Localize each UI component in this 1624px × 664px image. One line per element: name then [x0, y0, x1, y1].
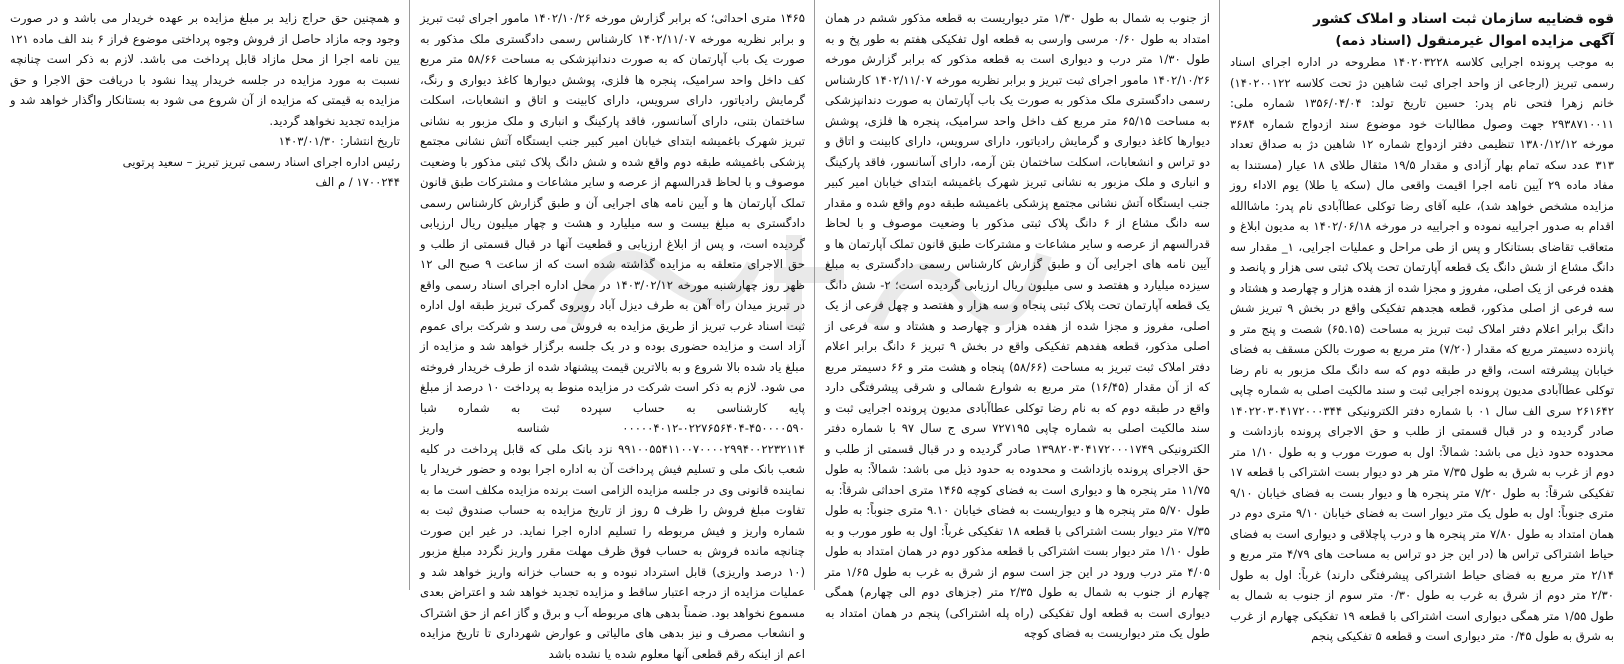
column-4-text: و همچنین حق حراج زاید بر مبلغ مزایده بر عهده خریدار می باشد و در صورت وجود وجه مازاد حاصل از فروش وجوه پرداختی موضوع فراز ۶ بند الف ماده ۱۲۱ یین نامه اجرا از محل مازاد قابل پرداخت می باشد. لازم به ذکر است چنانچه نسبت به مورد مزایده در جلسه خریدار پیدا نشود با دریافت حق الاجرا و حق مزایده به قیمتی که مزایده از آن شروع می شود به بستانکار واگذار خواهد شد و مزایده تجدید نخواهد گردید.	[10, 11, 400, 128]
column-2	[815, 0, 1220, 640]
column-1-text: به موجب پرونده اجرایی کلاسه ۱۴۰۲۰۳۲۲۸ مطروحه در اداره اجرای اسناد رسمی تبریز (ارجاعی از واحد اجرای ثبت شاهین دژ تحت کلاسه ۱۴۰۲۰۰۱۲۲) خانم زهرا فتحی نام پدر: حسین تاریخ تولد: ۱۳۵۶/۰۴/۰۴ شماره ملی: ۲۹۳۸۷۱۰۰۱۱ جهت وصول مطالبات خود موضوع سند ازدواج شماره ۳۶۸۴ مورخه ۱۳۸۰/۱۲/۱۲ تنظیمی دفتر ازدواج شماره ۱۲ شاهین دژ به صداق تعداد ۳۱۳ عدد سکه تمام بهار آزادی و مقدار ۱۹/۵ مثقال طلای ۱۸ عیار (مستندا به مفاد ماده ۲۹ آیین نامه اجرا اقیمت واقعی مال (سکه یا طلا) یوم الاداء روز مزایده مشخص خواهد شد)، علیه آقای رضا توکلی عطاآبادی نام پدر: ماشاالله اقدام به صدور اجراییه نموده و اجراییه در مورخه ۱۴۰۲/۰۶/۱۸ به مدیون ابلاغ و متعاقب تقاضای بستانکار و پس از طی مراحل و عملیات اجرایی، ۱_ مقدار سه دانگ مشاع از شش دانگ یک قطعه آپارتمان تحت پلاک ثبتی سی هزار و پانصد و هفده فرعی از یک اصلی، مفروز و مجزا شده از هفده هزار و چهارصد و هشتاد و سه فرعی از اصلی مذکور، قطعه هجدهم تفکیکی واقع در بخش ۹ تبریز شش دانگ برابر اعلام دفتر املاک ثبت تبریز به مساحت (۶۵.۱۵) شصت و پنج متر و پانزده دسیمتر مربع که مقدار (۷/۲۰) متر مربع به صورت بالکن مسقف به فضای خیابان پیشرفته است، واقع در طبقه دوم که سه دانگ ملک مزبور به نام رضا توکلی عطاآبادی مدیون پرونده اجرایی ثبت و سند مالکیت اصلی به شماره چاپی ۲۶۱۶۴۲ سری الف سال ۰۱ با شماره دفتر الکترونیکی ۱۴۰۲۲۰۳۰۴۱۷۲۰۰۰۳۴۴ صادر گردیده و در قبال قسمتی از طلب و حق الاجرای پرونده بازداشت و محدوده حدود ذیل می باشد: شمالاً: اول به صورت مورب و به طول ۱/۱۰ متر دوم از غرب به شرق به طول ۷/۳۵ متر هر دو دیوار بست اشتراکی با قطعه ۱۷ تفکیکی شرقاً: به طول ۷/۲۰ متر پنجره ها و دیوار بست به فضای خیابان ۹/۱۰ متری جنوباً: اول به طول یک متر دیوار است به فضای خیابان ۹/۱۰ متری دوم در همان امتداد به طول ۷/۸۰ متر پنجره ها و درب پاچلاقی و دیواری است به فضای حیاط اشتراکی تراس ها (در این جز دو تراس به مساحت های ۴/۷۹ متر مربع و ۲/۱۴ متر مربع به فضای حیاط اشتراکی پیشرفتگی دارند) غرباً: اول به طول ۲/۳۰ متر دوم از شرق به غرب به طول ۰/۳۰ متر سوم از جنوب به شمال به طول ۱/۵۵ متر همگی دیواری است اشتراکی با قطعه ۱۹ تفکیکی چهارم از غرب به شرق به طول ۰/۴۵ متر دیواری است و قطعه ۵ تفکیکی پنجم	[1230, 55, 1615, 643]
notice-title-line-2: آگهی مزایده اموال غیرمنقول (اسناد ذمه)	[1335, 33, 1614, 49]
column-2-text: از جنوب به شمال به طول ۱/۳۰ متر دیواریست به قطعه مذکور ششم در همان امتداد به طول ۰/۶۰ مرسی وارسی به قطعه اول تفکیکی هفتم به طور پخ و به طول ۱/۳۰ متر درب و دیواری است به قطعه مذکور که برابر گزارش مورخه ۱۴۰۲/۱۰/۲۶ مامور اجرای ثبت تبریز و برابر نظریه مورخه ۱۴۰۲/۱۱/۰۷ کارشناس رسمی دادگستری ملک مذکور به صورت یک باب آپارتمان به صورت دندانپزشکی به مساحت ۶۵/۱۵ متر مربع کف داخل واحد سرامیک، پنجره ها فلزی، پوشش دیوارها کاغذ دیواری و گرمایش رادیاتور، دارای سرویس، دارای کابینت و اتاق و دو تراس و انشعابات، اسکلت ساختمان بتن آرمه، دارای آسانسور، فاقد پارکینگ و انباری و ملک مزبور به نشانی تبریز شهرک باغمیشه ابتدای خیابان امیر کبیر جنب ایستگاه آتش نشانی مجتمع پزشکی باغمیشه طبقه دوم واقع شده و مقدار سه دانگ مشاع از ۶ دانگ پلاک ثبتی مذکور با وضعیت موصوف و با لحاظ قدرالسهم از عرصه و سایر مشاعات و مشترکات طبق قانون تملک آپارتمان ها و آیین نامه های اجرایی آن و طبق گزارش کارشناس رسمی دادگستری به مبلغ سیزده میلیارد و هفتصد و سی میلیون ریال ارزیابی گردیده است؛ ۲- شش دانگ یک قطعه آپارتمان تحت پلاک ثبتی پنجاه و سه هزار و هفتصد و چهل فرعی از یک اصلی، مفروز و مجزا شده از هفده هزار و چهارصد و هشتاد و سه فرعی از اصلی مذکور، قطعه هفدهم تفکیکی واقع در بخش ۹ تبریز ۶ دانگ برابر اعلام دفتر املاک ثبت تبریز به مساحت (۵۸/۶۶) پنجاه و هشت متر و ۶۶ دسیمتر مربع که از آن مقدار (۱۶/۴۵) متر مربع به شوارع شمالی و شرقی پیشرفتگی دارد واقع در طبقه دوم که به نام رضا توکلی عطاآبادی مدیون پرونده اجرایی ثبت و سند مالکیت اصلی به شماره چاپی ۷۲۷۱۹۵ سری ج سال ۹۷ با شماره دفتر الکترونیکی ۱۳۹۸۲۰۳۰۴۱۷۲۰۰۰۱۷۴۹ صادر گردیده و در قبال قسمتی از طلب و حق الاجرای پرونده بازداشت و محدوده به حدود ذیل می باشد: شمالاً: به طول ۱۱/۷۵ متر پنجره ها و دیواری است به فضای کوچه ۱۴۶۵ متری احداثی شرقاً: به طول ۵/۷۰ متر پنجره ها و دیواریست به فضای خیابان ۹.۱۰ متری جنوباً: به طول ۷/۳۵ متر دیوار بست اشتراکی با قطعه ۱۸ تفکیکی غرباً: اول به طور مورب و به طول ۱/۱۰ متر دیوار بست اشتراکی با قطعه مذکور دوم در همان امتداد به طول ۴/۰۵ متر درب ورود در این جز است سوم از شرق به غرب به طول ۱/۶۵ متر چهارم از جنوب به شمال به طول ۲/۳۵ متر (جزهای دوم الی چهارم) همگی دیواری است به قطعه اول تفکیکی (راه پله اشتراکی) پنجم در همان امتداد به طول یک متر دیواریست به فضای کوچه	[825, 11, 1211, 640]
column-4	[0, 0, 410, 590]
column-3	[410, 0, 815, 661]
notice-code: ۱۷۰۰۲۴۴ / م الف	[315, 175, 400, 189]
publish-date: تاریخ انتشار: ۱۴۰۳/۰۱/۳۰	[278, 134, 400, 148]
column-1	[1220, 0, 1624, 643]
signatory: رئیس اداره اجرای اسناد رسمی تبریز تبریز – سعید پرتویی	[122, 154, 400, 169]
notice-title-line-1: قوه قضاییه سازمان ثبت اسناد و املاک کشور	[1313, 11, 1614, 27]
column-3-text: ۱۴۶۵ متری احداثی؛ که برابر گزارش مورخه ۱۴۰۲/۱۰/۲۶ مامور اجرای ثبت تبریز و برابر نظریه مورخه ۱۴۰۲/۱۱/۰۷ کارشناس رسمی دادگستری ملک مذکور به صورت یک باب آپارتمان که به صورت دندانپزشکی به مساحت ۵۸/۶۶ متر مربع کف داخل واحد سرامیک، پنجره ها فلزی، پوشش دیوارها کاغذ دیواری و رنگ، گرمایش رادیاتور، دارای سرویس، دارای کابینت و اتاق و انشعابات، اسکلت ساختمان بتنی، دارای آسانسور، فاقد پارکینگ و انباری و ملک مزبور به نشانی تبریز شهرک باغمیشه ابتدای خیابان امیر کبیر جنب ایستگاه آتش نشانی مجتمع پزشکی باغمیشه طبقه دوم واقع شده و شش دانگ پلاک ثبتی مذکور با وضعیت موصوف و با لحاظ قدرالسهم از عرصه و سایر مشاعات و مشترکات طبق قانون تملک آپارتمان ها و آیین نامه های اجرایی آن و طبق گزارش کارشناس رسمی دادگستری به مبلغ بیست و سه میلیارد و هشت و چهار میلیون ریال ارزیابی گردیده است، و پس از ابلاغ ارزیابی و قطعیت آنها در قبال قسمتی از طلب و حق الاجرای متعلقه به مزایده گذاشته شده است که از ساعت ۹ صبح الی ۱۲ ظهر روز چهارشنبه مورخه ۱۴۰۳/۰۲/۱۲ در محل اداره اجرای اسناد رسمی واقع در تبریز میدان راه آهن به طرف دیزل آباد روبروی گمرک تبریز طبقه اول اداره ثبت اسناد غرب تبریز از طریق مزایده به فروش می رسد و شرکت برای عموم آزاد است و مزایده حضوری بوده و در یک جلسه برگزار خواهد شد و مزایده از مبلغ یاد شده بالا شروع و به بالاترین قیمت پیشنهاد شده از طرف خریدار فروخته می شود. لازم به ذکر است شرکت در مزایده منوط به پرداخت ۱۰ درصد از مبلغ پایه کارشناسی به حساب سپرده ثبت به شماره شبا ۴۵۰۰۰۰۵۹۰-۰۲۲۷۶۵۶۴۰۴-۰۰۰۰۰۴۰۱۲ شناسه واریز ۹۹۱۰۰۵۵۴۱۱۰۰۷۰۰۰۰۲۹۹۴۰۰۲۲۳۲۱۱۴ نزد بانک ملی که قابل پرداخت در کلیه شعب بانک ملی و تسلیم فیش پرداخت آن به اداره اجرا بوده و حضور خریدار یا نماینده قانونی وی در جلسه مزایده الزامی است برنده مزایده مکلف است ما به تفاوت مبلغ فروش را ظرف ۵ روز از تاریخ مزایده به حساب صندوق ثبت به شماره واریز و فیش مربوطه را تسلیم اداره اجرا نماید. در غیر این صورت چنانچه مانده فروش به حساب فوق ظرف مهلت مقرر واریز نگردد مبلغ مزبور (۱۰ درصد واریزی) قابل استرداد نبوده و به حساب خزانه واریز خواهد شد و عملیات مزایده از درجه اعتبار ساقط و مزایده تجدید خواهد شد و اعتراض بعدی مسموع نخواهد بود. ضمناً بدهی های مربوطه آب و برق و گاز اعم از حق اشتراک و انشعاب مصرف و نیز بدهی های مالیاتی و عوارض شهرداری تا تاریخ مزایده اعم از اینکه رقم قطعی آنها معلوم شده یا نشده باشد	[420, 11, 806, 661]
